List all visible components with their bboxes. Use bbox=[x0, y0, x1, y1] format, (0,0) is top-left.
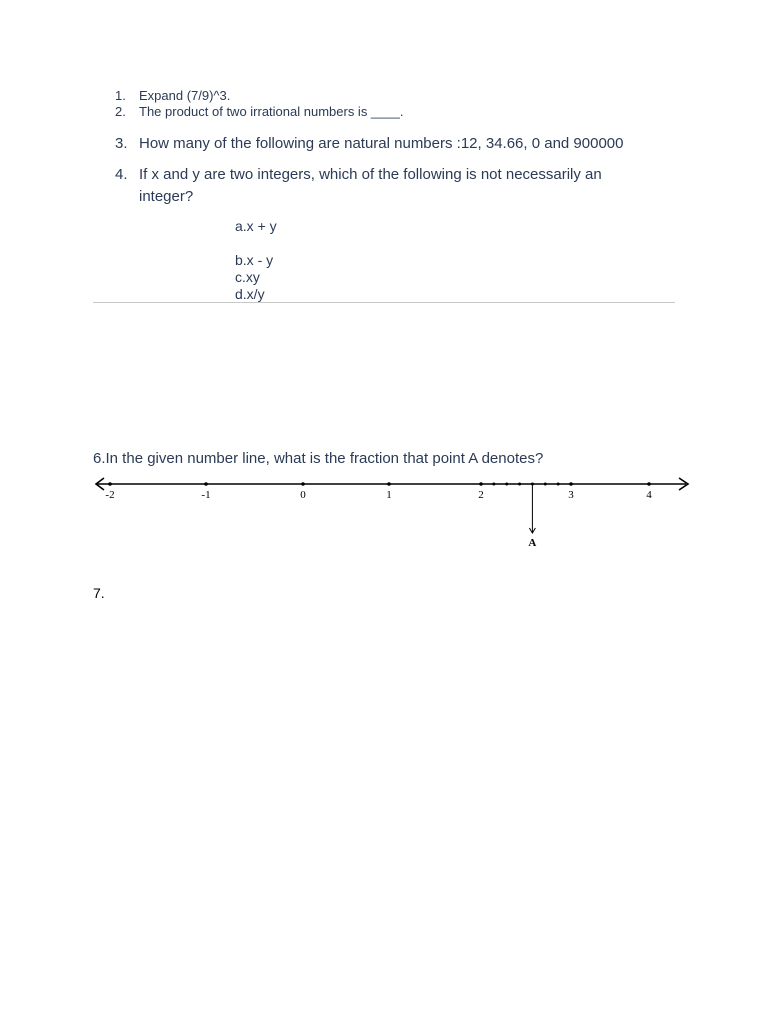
question-number: 4. bbox=[115, 166, 128, 183]
tick-label: 3 bbox=[568, 489, 574, 501]
question-number: 1. bbox=[115, 88, 126, 103]
subdivision-dot bbox=[518, 483, 521, 486]
question-text: The product of two irrational numbers is ____. bbox=[139, 104, 404, 119]
question-4 bbox=[115, 164, 629, 208]
tick-dot bbox=[301, 482, 305, 486]
option-d: d.x/y bbox=[235, 286, 265, 302]
question-text: If x and y are two integers, which of the following is not necessarily an integer? bbox=[139, 166, 602, 205]
tick-dot bbox=[479, 482, 483, 486]
tick-dot bbox=[647, 482, 651, 486]
subdivision-dot bbox=[557, 483, 560, 486]
number-line-figure bbox=[0, 470, 768, 560]
question-number: 3. bbox=[115, 135, 128, 152]
option-c: c.xy bbox=[235, 269, 260, 285]
question-3 bbox=[115, 133, 699, 155]
tick-label: 1 bbox=[386, 489, 392, 501]
tick-label: -1 bbox=[201, 489, 211, 501]
tick-dot bbox=[569, 482, 573, 486]
option-a: a.x + y bbox=[235, 218, 277, 234]
subdivision-dot bbox=[505, 483, 508, 486]
question-1 bbox=[115, 88, 230, 103]
point-label: A bbox=[528, 537, 537, 549]
question-text: How many of the following are natural numbers :12, 34.66, 0 and 900000 bbox=[139, 135, 624, 152]
tick-dot bbox=[204, 482, 208, 486]
tick-dot bbox=[387, 482, 391, 486]
question-7: 7. bbox=[93, 585, 105, 601]
horizontal-divider bbox=[93, 302, 675, 303]
subdivision-dot bbox=[492, 483, 495, 486]
tick-label: 4 bbox=[646, 489, 652, 501]
subdivision-dot bbox=[544, 483, 547, 486]
question-text: Expand (7/9)^3. bbox=[139, 88, 231, 103]
question-6: 6.In the given number line, what is the fraction that point A denotes? bbox=[93, 450, 544, 467]
question-2 bbox=[115, 104, 403, 119]
tick-label: 2 bbox=[478, 489, 484, 501]
tick-label: 0 bbox=[300, 489, 306, 501]
tick-label: -2 bbox=[105, 489, 115, 501]
question-number: 2. bbox=[115, 104, 126, 119]
tick-dot bbox=[108, 482, 112, 486]
option-b: b.x - y bbox=[235, 252, 274, 268]
